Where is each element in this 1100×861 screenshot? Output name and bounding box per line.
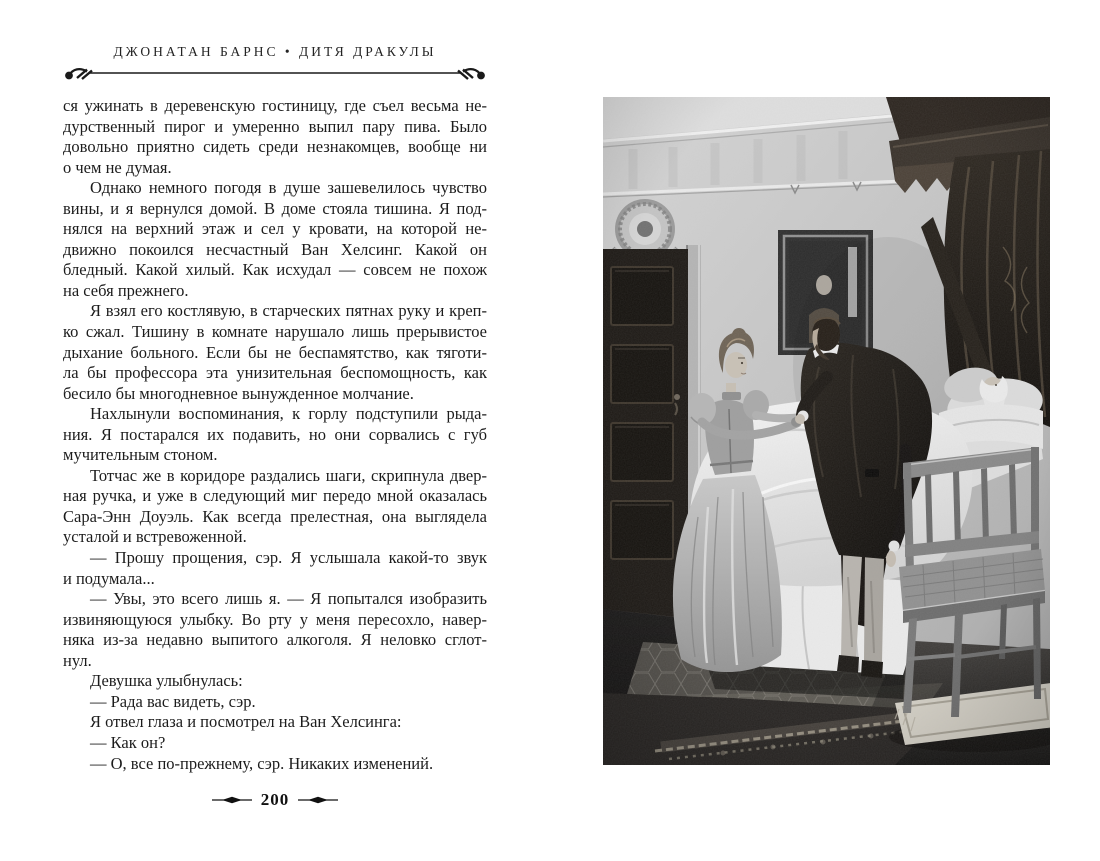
body-text [63,96,487,778]
text-line: извиняющуюся улыбку. Во рту у меня пересохло, навер- [63,609,487,629]
running-title: ДЖОНАТАН БАРНС • ДИТЯ ДРАКУЛЫ [113,44,437,59]
text-line: довольно приятно сидеть среди незнакомцев, вообще ни [63,137,487,157]
text-line: на себя прежнего. [63,280,189,300]
folio-flourish-right [298,795,338,805]
text-line: — О, все по-прежнему, сэр. Никаких изменений. [90,753,434,773]
text-line: — Прошу прощения, сэр. Я услышала какой-то звук [90,548,487,568]
text-line: Я отвел глаза и посмотрел на Ван Хелсинга: [90,712,402,732]
text-line: Тотчас же в коридоре раздались шаги, скрипнула двер- [90,465,487,485]
text-line: дыхание больного. Если бы не беспамятство, как тяготи- [63,342,487,362]
text-line: и подумала... [63,568,155,588]
book-illustration [603,97,1050,765]
text-line: Нахлынули воспоминания, к горлу подступили рыда- [90,404,487,424]
text-line: о чем не думая. [63,157,172,177]
text-line: ния. Я постарался их подавить, но они сорвались с губ [63,424,487,444]
text-line: ся ужинать в деревенскую гостиницу, где съел весьма не- [63,96,487,115]
text-line: ла бы профессора эта унизительная беспомощность, как [63,363,487,383]
paragraph [63,466,487,548]
text-line: ко сжал. Тишину в комнате нарушало лишь прерывистое [63,322,487,342]
text-line: Я взял его костлявую, в старческих пятнах руку и креп- [90,301,487,321]
text-line: бледный. Какой хилый. Как исхудал — совсем не похож [63,260,487,280]
paragraph [63,671,487,692]
text-line: движно покоился несчастный Ван Хелсинг. Какой он [63,239,487,259]
text-line: — Увы, это всего лишь я. — Я попытался изобразить [90,589,487,609]
text-line: — Рада вас видеть, сэр. [90,691,256,711]
paragraph [63,96,487,178]
paragraph [63,692,487,713]
text-line: няка из-за недавно выпитого алкоголя. Я неловко сглот- [63,630,487,650]
header-rule-ornament [63,64,487,82]
vignette [603,97,1050,765]
text-line: бесило бы многодневное вынужденное молчание. [63,383,414,403]
text-line: — Как он? [90,732,166,752]
text-line: мучительным стоном. [63,445,218,465]
text-line: ная ручка, и уже в следующий миг передо мной оказалась [63,486,487,506]
text-line: нялся на верхний этаж и сел у кровати, на которой не- [63,219,487,239]
text-line: Девушка улыбнулась: [90,671,243,691]
paragraph [63,589,487,671]
illustration-canvas [603,97,1050,765]
paragraph [63,178,487,301]
text-line: нул. [63,650,92,670]
text-line: Сара-Энн Доуэль. Как всегда прелестная, она выглядела [63,506,487,526]
paragraph [63,404,487,466]
text-line: Однако немного погодя в душе зашевелилось чувство [90,178,487,198]
page-number: 200 [260,790,290,809]
text-line: дурственный пирог и умеренно выпил пару пива. Было [63,116,487,136]
text-line: вины, и я вернулся домой. В доме стояла тишина. Я под- [63,198,487,218]
paragraph [63,712,487,733]
paragraph [63,733,487,754]
paragraph [63,301,487,404]
text-line: усталой и встревоженной. [63,527,247,547]
page-footer [63,789,487,811]
folio-flourish-left [212,795,252,805]
paragraph [63,754,487,775]
paragraph [63,548,487,589]
